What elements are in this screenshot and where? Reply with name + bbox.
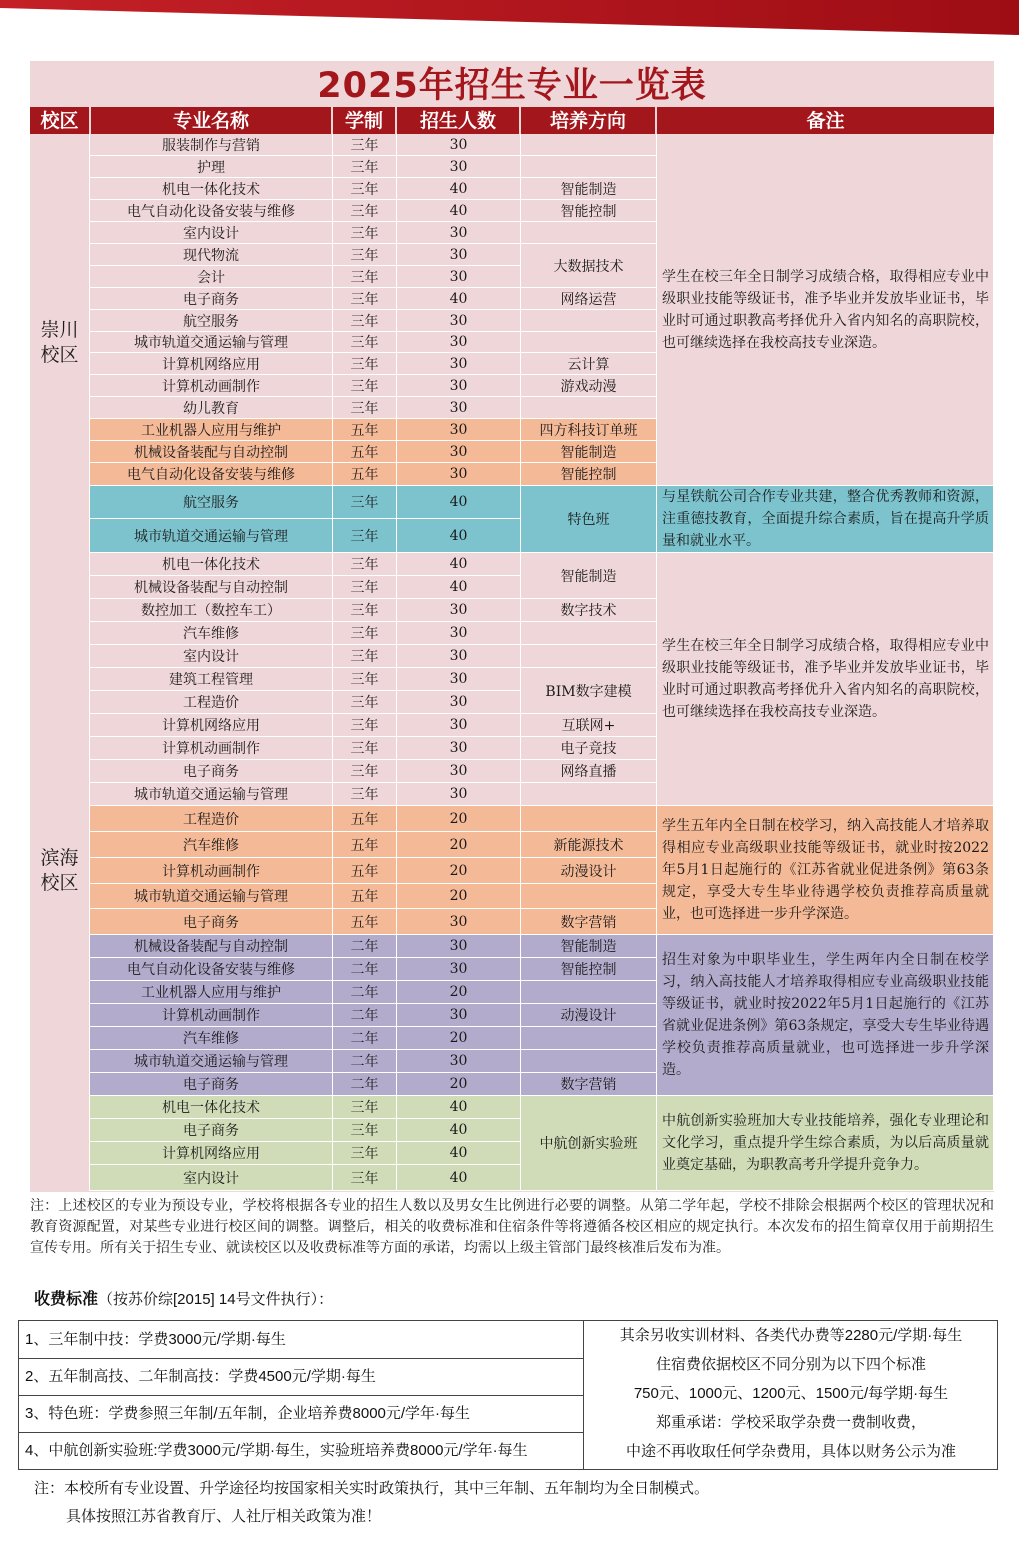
training-direction: 网络运营: [521, 288, 657, 310]
major-name: 电气自动化设备安装与维修: [90, 463, 333, 486]
training-direction: 智能控制: [521, 200, 657, 222]
training-direction: 四方科技订单班: [521, 419, 657, 441]
enrollment-count: 30: [397, 375, 521, 397]
remark-text: 学生在校三年全日制学习成绩合格，取得相应专业中级职业技能等级证书，准予毕业并发放毕业证书，毕业时可通过职教高考择优升入省内知名的高职院校，也可继续选择在我校高技专业深造。: [662, 638, 989, 720]
adjustment-note: 注：上述校区的专业为预设专业，学校将根据各专业的招生人数以及男女生比例进行必要的调整。从第二学年起，学校不排除会根据两个校区的管理状况和教育资源配置，对某些专业进行校区间的调整。调整后，相关的收费标准和住宿条件等将遵循各校区相应的规定执行。本次发布的招生简章仅用于前期招生宣传专用。所有关于招生专业、就读校区以及收费标准等方面的承诺，均需以上级主管部门最终核准后发布为准。: [30, 1198, 994, 1256]
training-direction: [521, 156, 657, 178]
enrollment-count: 20: [397, 884, 521, 909]
study-years: 五年: [333, 832, 397, 858]
enrollment-count: 40: [397, 1165, 521, 1191]
policy-note: 具体按照江苏省教育厅、人社厅相关政策为准！: [66, 1508, 382, 1525]
remark-cell: [657, 806, 994, 935]
training-direction: 游戏动漫: [521, 375, 657, 397]
remark-cell: [657, 553, 994, 806]
study-years: 三年: [333, 645, 397, 668]
enrollment-count: 30: [397, 310, 521, 332]
remark-cell: [657, 486, 994, 553]
enrollment-count: 30: [397, 691, 521, 714]
remark-text: 学生在校三年全日制学习成绩合格，取得相应专业中级职业技能等级证书，准予毕业并发放毕业证书，毕业时可通过职教高考择优升入省内知名的高职院校，也可继续选择在我校高技专业深造。: [662, 268, 989, 351]
enrollment-count: 30: [397, 909, 521, 935]
study-years: 五年: [333, 441, 397, 463]
training-direction: 智能制造: [521, 441, 657, 463]
campus-chongchuan: [30, 134, 90, 551]
major-name: 计算机动画制作: [90, 737, 333, 760]
training-direction: [521, 806, 657, 832]
study-years: 三年: [333, 222, 397, 244]
training-direction: [521, 134, 657, 156]
enrollment-count: 30: [397, 222, 521, 244]
enrollment-count: 40: [397, 576, 521, 599]
enrollment-count: 30: [397, 935, 521, 958]
major-name: 汽车维修: [90, 622, 333, 645]
training-direction: 网络直播: [521, 760, 657, 783]
enrollment-count: 30: [397, 668, 521, 691]
header-years: 学制: [333, 107, 395, 134]
campus-binhai: [30, 551, 90, 1191]
major-name: 机械设备装配与自动控制: [90, 935, 333, 958]
study-years: 三年: [333, 178, 397, 200]
fee-extra-line: 郑重承诺：学校采取学杂费一费制收费，: [655, 1414, 926, 1431]
study-years: 三年: [333, 576, 397, 599]
enrollment-count: 40: [397, 178, 521, 200]
training-direction: 特色班: [521, 486, 657, 553]
major-name: 城市轨道交通运输与管理: [90, 519, 333, 553]
enrollment-count: 30: [397, 1050, 521, 1073]
training-direction: 智能控制: [521, 958, 657, 981]
study-years: 二年: [333, 958, 397, 981]
enrollment-count: 30: [397, 397, 521, 419]
remark-cell: [657, 134, 994, 486]
study-years: 二年: [333, 1027, 397, 1050]
study-years: 三年: [333, 288, 397, 310]
major-name: 室内设计: [90, 222, 333, 244]
study-years: 二年: [333, 981, 397, 1004]
training-direction: [521, 310, 657, 332]
enrollment-count: 30: [397, 760, 521, 783]
major-name: 护理: [90, 156, 333, 178]
training-direction: 智能制造: [521, 178, 657, 200]
study-years: 三年: [333, 1165, 397, 1191]
enrollment-count: 30: [397, 1004, 521, 1027]
study-years: 二年: [333, 1004, 397, 1027]
fee-heading: [34, 1286, 333, 1309]
fee-extra-line: 其余另收实训材料、各类代办费等2280元/学期·每生: [619, 1327, 963, 1344]
remark-text: 中航创新实验班加大专业技能培养，强化专业理论和文化学习，重点提升学生综合素质，为以后高质量就业奠定基础，为职教高考升学提升竞争力。: [662, 1113, 989, 1173]
enrollment-count: 30: [397, 737, 521, 760]
enrollment-count: 40: [397, 288, 521, 310]
fee-title: 收费标准: [34, 1291, 99, 1308]
major-name: 机电一体化技术: [90, 1096, 333, 1119]
training-direction: 互联网+: [521, 714, 657, 737]
enrollment-count: 20: [397, 832, 521, 858]
fee-item: 1、三年制中技：学费3000元/学期·每生: [19, 1321, 584, 1359]
enrollment-count: 40: [397, 519, 521, 553]
study-years: 三年: [333, 519, 397, 553]
major-name: 航空服务: [90, 310, 333, 332]
training-direction: [521, 783, 657, 806]
enrollment-count: 20: [397, 981, 521, 1004]
remark-cell: [657, 935, 994, 1096]
study-years: 三年: [333, 622, 397, 645]
enrollment-count: 40: [397, 200, 521, 222]
major-name: 汽车维修: [90, 832, 333, 858]
major-name: 工程造价: [90, 691, 333, 714]
study-years: 五年: [333, 419, 397, 441]
enrollment-count: 30: [397, 958, 521, 981]
training-direction: [521, 332, 657, 353]
study-years: 三年: [333, 310, 397, 332]
enrollment-count: 20: [397, 1027, 521, 1050]
study-years: 三年: [333, 783, 397, 806]
study-years: 三年: [333, 1142, 397, 1165]
enrollment-count: 40: [397, 1142, 521, 1165]
major-name: 工程造价: [90, 806, 333, 832]
enrollment-count: 30: [397, 156, 521, 178]
training-direction: [521, 1050, 657, 1073]
study-years: 三年: [333, 553, 397, 576]
major-name: 城市轨道交通运输与管理: [90, 783, 333, 806]
fee-table: [18, 1320, 998, 1470]
campus-label: 崇川 校区: [40, 318, 79, 366]
major-name: 电气自动化设备安装与维修: [90, 200, 333, 222]
study-years: 三年: [333, 375, 397, 397]
study-years: 三年: [333, 714, 397, 737]
enrollment-count: 30: [397, 419, 521, 441]
major-name: 电子商务: [90, 760, 333, 783]
major-name: 工业机器人应用与维护: [90, 981, 333, 1004]
major-name: 航空服务: [90, 486, 333, 519]
remark-text: 招生对象为中职毕业生，学生两年内全日制在校学习，纳入高技能人才培养取得相应专业高级职业技能等级证书，就业时按2022年5月1日起施行的《江苏省就业促进条例》第63条规定，享受大专生毕业待遇学校负责推荐高质量就业，也可选择进一步升学深造。: [662, 952, 989, 1078]
policy-note: 注：本校所有专业设置、升学途径均按国家相关实时政策执行，其中三年制、五年制均为全日制模式。: [34, 1480, 710, 1497]
major-name: 工业机器人应用与维护: [90, 419, 333, 441]
enrollment-count: 30: [397, 463, 521, 486]
major-name: 现代物流: [90, 244, 333, 266]
training-direction: 大数据技术: [521, 244, 657, 288]
major-name: 服装制作与营销: [90, 134, 333, 156]
header-campus: 校区: [30, 107, 89, 134]
enrollment-count: 30: [397, 266, 521, 288]
major-name: 电气自动化设备安装与维修: [90, 958, 333, 981]
major-name: 会计: [90, 266, 333, 288]
major-name: 数控加工（数控车工）: [90, 599, 333, 622]
study-years: 三年: [333, 1096, 397, 1119]
fee-basis: （按苏价综[2015] 14号文件执行）：: [98, 1291, 334, 1308]
training-direction: [521, 622, 657, 645]
major-name: 建筑工程管理: [90, 668, 333, 691]
study-years: 三年: [333, 353, 397, 375]
major-name: 计算机动画制作: [90, 375, 333, 397]
major-name: 室内设计: [90, 1165, 333, 1191]
study-years: 三年: [333, 244, 397, 266]
enrollment-count: 40: [397, 1096, 521, 1119]
major-name: 机械设备装配与自动控制: [90, 441, 333, 463]
training-direction: [521, 884, 657, 909]
training-direction: 智能制造: [521, 935, 657, 958]
major-name: 机电一体化技术: [90, 553, 333, 576]
enrollment-count: 30: [397, 645, 521, 668]
enrollment-count: 40: [397, 486, 521, 519]
training-direction: 动漫设计: [521, 1004, 657, 1027]
study-years: 三年: [333, 266, 397, 288]
enrollment-count: 30: [397, 332, 521, 353]
enrollment-count: 30: [397, 783, 521, 806]
enrollment-count: 40: [397, 553, 521, 576]
major-name: 机电一体化技术: [90, 178, 333, 200]
remark-text: 学生五年内全日制在校学习，纳入高技能人才培养取得相应专业高级职业技能等级证书，就业时按2022年5月1日起施行的《江苏省就业促进条例》第63条规定，享受大专生毕业待遇学校负责推荐高质量就业，也可选择进一步升学深造。: [662, 818, 989, 922]
major-name: 城市轨道交通运输与管理: [90, 1050, 333, 1073]
fee-item: 3、特色班：学费参照三年制/五年制，企业培养费8000元/学年·每生: [19, 1395, 584, 1433]
study-years: 二年: [333, 935, 397, 958]
fee-extra-line: 750元、1000元、1200元、1500元/每学期·每生: [633, 1385, 949, 1402]
major-name: 电子商务: [90, 1119, 333, 1142]
study-years: 二年: [333, 1073, 397, 1096]
enrollment-count: 30: [397, 244, 521, 266]
training-direction: 数字营销: [521, 909, 657, 935]
study-years: 三年: [333, 332, 397, 353]
study-years: 三年: [333, 599, 397, 622]
study-years: 五年: [333, 884, 397, 909]
major-name: 电子商务: [90, 1073, 333, 1096]
training-direction: 数字营销: [521, 1073, 657, 1096]
training-direction: [521, 397, 657, 419]
study-years: 三年: [333, 691, 397, 714]
major-name: 机械设备装配与自动控制: [90, 576, 333, 599]
training-direction: [521, 981, 657, 1004]
enrollment-count: 30: [397, 599, 521, 622]
study-years: 三年: [333, 397, 397, 419]
campus-label: 滨海 校区: [40, 847, 79, 894]
major-name: 城市轨道交通运输与管理: [90, 884, 333, 909]
enrollment-count: 30: [397, 353, 521, 375]
fee-item: 4、中航创新实验班:学费3000元/学期·每生，实验班培养费8000元/学年·每生: [19, 1432, 584, 1469]
major-name: 计算机网络应用: [90, 353, 333, 375]
major-name: 城市轨道交通运输与管理: [90, 332, 333, 353]
study-years: 五年: [333, 909, 397, 935]
fee-extra-line: 中途不再收取任何学杂费用，具体以财务公示为准: [625, 1443, 956, 1460]
header-count: 招生人数: [397, 107, 519, 134]
training-direction: 中航创新实验班: [521, 1096, 657, 1191]
enrollment-count: 40: [397, 1119, 521, 1142]
study-years: 三年: [333, 156, 397, 178]
study-years: 二年: [333, 1050, 397, 1073]
fee-item: 2、五年制高技、二年制高技：学费4500元/学期·每生: [19, 1358, 584, 1396]
enrollment-count: 20: [397, 1073, 521, 1096]
training-direction: [521, 1027, 657, 1050]
training-direction: 数字技术: [521, 599, 657, 622]
study-years: 三年: [333, 134, 397, 156]
remark-cell: [657, 1096, 994, 1191]
study-years: 三年: [333, 668, 397, 691]
training-direction: [521, 645, 657, 668]
enrollment-count: 30: [397, 441, 521, 463]
training-direction: 智能制造: [521, 553, 657, 599]
header-remarks: 备注: [657, 107, 994, 134]
training-direction: 电子竞技: [521, 737, 657, 760]
study-years: 三年: [333, 200, 397, 222]
study-years: 五年: [333, 806, 397, 832]
study-years: 五年: [333, 858, 397, 884]
major-name: 汽车维修: [90, 1027, 333, 1050]
training-direction: 云计算: [521, 353, 657, 375]
header-direction: 培养方向: [521, 107, 655, 134]
header-major: 专业名称: [91, 107, 331, 134]
major-name: 室内设计: [90, 645, 333, 668]
study-years: 三年: [333, 486, 397, 519]
study-years: 三年: [333, 760, 397, 783]
training-direction: 新能源技术: [521, 832, 657, 858]
training-direction: 动漫设计: [521, 858, 657, 884]
enrollment-count: 30: [397, 714, 521, 737]
study-years: 三年: [333, 737, 397, 760]
fee-extra-line: 住宿费依据校区不同分别为以下四个标准: [655, 1356, 926, 1373]
fee-extra-info: [585, 1321, 997, 1469]
study-years: 三年: [333, 1119, 397, 1142]
major-name: 电子商务: [90, 909, 333, 935]
study-years: 五年: [333, 463, 397, 486]
top-red-banner: [0, 0, 1019, 60]
training-direction: BIM数字建模: [521, 668, 657, 714]
enrollment-count: 20: [397, 806, 521, 832]
training-direction: [521, 222, 657, 244]
enrollment-count: 30: [397, 622, 521, 645]
training-direction: 智能控制: [521, 463, 657, 486]
remark-text: 与星铁航公司合作专业共建，整合优秀教师和资源，注重德技教育，全面提升综合素质，旨在提高升学质量和就业水平。: [662, 489, 989, 549]
enrollment-count: 20: [397, 858, 521, 884]
major-name: 幼儿教育: [90, 397, 333, 419]
major-name: 计算机动画制作: [90, 858, 333, 884]
page-title: 2025年招生专业一览表: [317, 66, 707, 106]
major-name: 计算机动画制作: [90, 1004, 333, 1027]
enrollment-count: 30: [397, 134, 521, 156]
major-name: 计算机网络应用: [90, 714, 333, 737]
major-name: 电子商务: [90, 288, 333, 310]
major-name: 计算机网络应用: [90, 1142, 333, 1165]
